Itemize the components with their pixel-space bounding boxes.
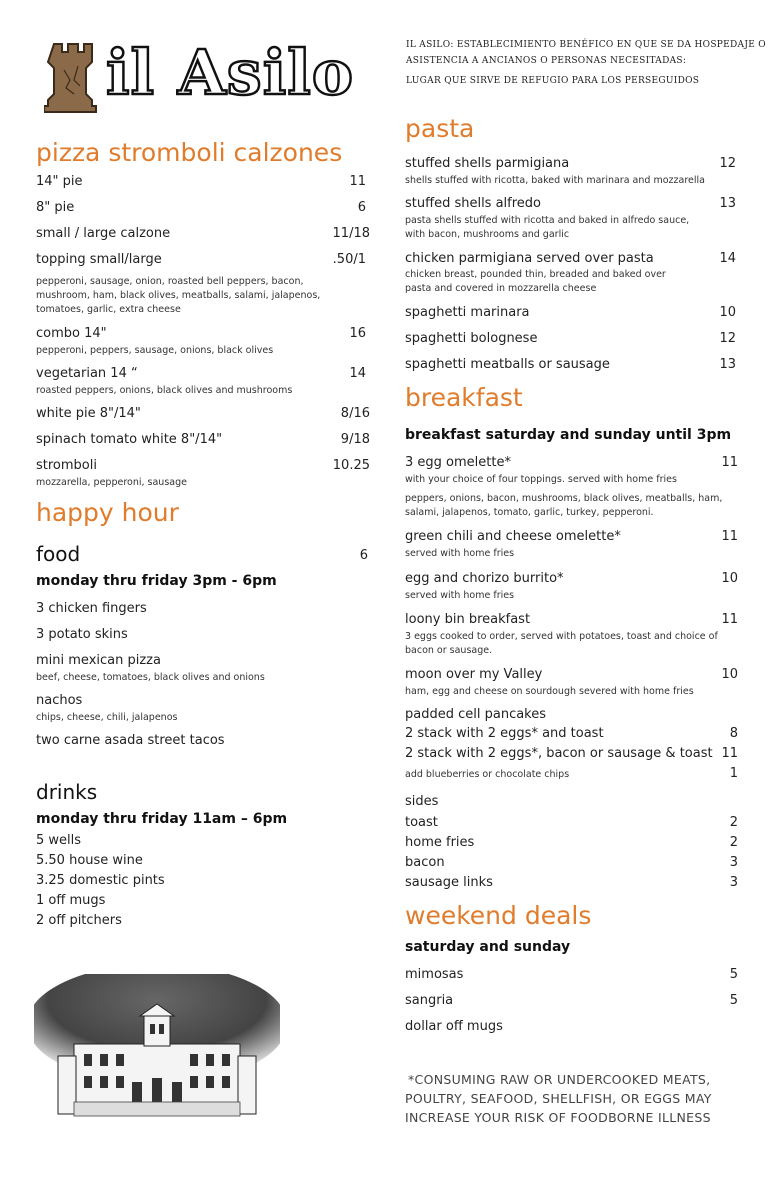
menu-item-price: 3 xyxy=(729,875,738,890)
menu-item-price: 11/18 xyxy=(332,226,370,241)
menu-item-price: 11 xyxy=(721,455,738,470)
food-days: monday thru friday 3pm - 6pm xyxy=(36,573,277,589)
menu-item-price: 12 xyxy=(719,156,736,171)
menu-item-name: bacon xyxy=(405,855,445,870)
menu-item-name: spaghetti bolognese xyxy=(405,331,538,346)
menu-item-name: sausage links xyxy=(405,875,493,890)
menu-item-name: home fries xyxy=(405,835,475,850)
menu-item-description: 3 eggs cooked to order, served with potatoes, toast and choice of bacon or sausage. xyxy=(405,631,718,656)
menu-item-description: pepperoni, sausage, onion, roasted bell peppers, bacon, mushroom, ham, black olives, meatballs, salami, jalapenos, tomatoes, garlic, extra cheese xyxy=(36,276,321,315)
breakfast-heading: breakfast xyxy=(405,383,523,412)
menu-item-description: shells stuffed with ricotta, baked with marinara and mozzarella xyxy=(405,175,705,186)
menu-item-name: spinach tomato white 8"/14" xyxy=(36,432,223,447)
chess-rook-icon xyxy=(44,40,102,116)
drinks-item: 5 wells xyxy=(36,833,82,848)
menu-item-name: 3 egg omelette* xyxy=(405,455,511,470)
menu-item-name: stuffed shells parmigiana xyxy=(405,156,570,171)
menu-item-price: 10.25 xyxy=(332,458,370,473)
drinks-item: 1 off mugs xyxy=(36,893,106,908)
menu-item-price: 8/16 xyxy=(340,406,370,421)
menu-item-price: 10 xyxy=(721,571,738,586)
definition-line: ASISTENCIA A ANCIANOS O PERSONAS NECESITADAS: xyxy=(406,56,687,66)
definition-line: LUGAR QUE SIRVE DE REFUGIO PARA LOS PERSEGUIDOS xyxy=(406,76,700,86)
menu-item-name: toast xyxy=(405,815,438,830)
happy-hour-heading: happy hour xyxy=(36,498,179,527)
brand-name: il Asilo xyxy=(106,36,355,109)
menu-item-name: 2 stack with 2 eggs*, bacon or sausage & toast xyxy=(405,746,713,761)
menu-item-name: stuffed shells alfredo xyxy=(405,196,542,211)
menu-item-name: spaghetti meatballs or sausage xyxy=(405,357,610,372)
menu-item-price: 14 xyxy=(349,366,366,381)
menu-item-price: 10 xyxy=(721,667,738,682)
menu-item-name: mimosas xyxy=(405,967,464,982)
menu-item-name: 8" pie xyxy=(36,200,75,215)
menu-item-name: vegetarian 14 “ xyxy=(36,366,138,381)
menu-item-name: moon over my Valley xyxy=(405,667,543,682)
drinks-title: drinks xyxy=(36,780,98,804)
food-title: food xyxy=(36,542,81,566)
drinks-days: monday thru friday 11am – 6pm xyxy=(36,811,288,827)
pasta-heading: pasta xyxy=(405,114,475,143)
menu-item-price: 16 xyxy=(349,326,366,341)
menu-item-price: 13 xyxy=(719,196,736,211)
definition-line: IL ASILO: ESTABLECIMIENTO BENÉFICO EN QUE SE DA HOSPEDAJE O xyxy=(406,40,766,50)
menu-item-description: served with home fries xyxy=(405,548,515,559)
drinks-item: 5.50 house wine xyxy=(36,853,143,868)
happy-hour-food-item: 3 potato skins xyxy=(36,627,128,642)
menu-item-name: egg and chorizo burrito* xyxy=(405,571,564,586)
menu-item-name: spaghetti marinara xyxy=(405,305,530,320)
happy-hour-food-item: mini mexican pizza xyxy=(36,653,161,668)
happy-hour-food-item: 3 chicken fingers xyxy=(36,601,147,616)
menu-item-price: 5 xyxy=(729,967,738,982)
breakfast-days: breakfast saturday and sunday until 3pm xyxy=(405,427,732,443)
menu-item-price: 12 xyxy=(719,331,736,346)
menu-item-price: 3 xyxy=(729,855,738,870)
menu-item-name: sangria xyxy=(405,993,454,1008)
menu-item-description: chicken breast, pounded thin, breaded and baked over pasta and covered in mozzarella cheese xyxy=(405,269,666,294)
sides-title: sides xyxy=(405,794,439,809)
menu-item-name: stromboli xyxy=(36,458,97,473)
menu-item-name: small / large calzone xyxy=(36,226,171,241)
menu-item-name: add blueberries or chocolate chips xyxy=(405,769,570,780)
menu-item-description: with your choice of four toppings. served with home fries xyxy=(405,474,677,485)
logo xyxy=(40,38,370,116)
weekend-heading: weekend deals xyxy=(405,901,592,930)
menu-item-price: 1 xyxy=(729,766,738,781)
menu-item-name: combo 14" xyxy=(36,326,107,341)
menu-item-price: 11 xyxy=(721,612,738,627)
disclaimer-line: *CONSUMING RAW OR UNDERCOOKED MEATS, xyxy=(408,1072,711,1087)
menu-item-price: 11 xyxy=(349,174,366,189)
pizza-heading: pizza stromboli calzones xyxy=(36,138,343,167)
menu-item-price: 2 xyxy=(729,835,738,850)
menu-item-price: 11 xyxy=(721,529,738,544)
menu-item-price: 9/18 xyxy=(340,432,370,447)
menu-item-name: dollar off mugs xyxy=(405,1019,503,1034)
menu-item-price: 8 xyxy=(729,726,738,741)
happy-hour-food-item: two carne asada street tacos xyxy=(36,733,225,748)
menu-item-description: beef, cheese, tomatoes, black olives and onions xyxy=(36,672,265,683)
happy-hour-food-item: nachos xyxy=(36,693,83,708)
menu-item-description: chips, cheese, chili, jalapenos xyxy=(36,712,178,723)
drinks-item: 2 off pitchers xyxy=(36,913,122,928)
menu-item-name: green chili and cheese omelette* xyxy=(405,529,621,544)
menu-item-name: 2 stack with 2 eggs* and toast xyxy=(405,726,604,741)
menu-item-description: pasta shells stuffed with ricotta and baked in alfredo sauce, with bacon, mushrooms and garlic xyxy=(405,215,690,240)
menu-item-price: 10 xyxy=(719,305,736,320)
menu-item-name: white pie 8"/14" xyxy=(36,406,141,421)
menu-item-price: .50/1 xyxy=(332,252,366,267)
menu-item-name: topping small/large xyxy=(36,252,162,267)
menu-item-name: chicken parmigiana served over pasta xyxy=(405,251,654,266)
weekend-days: saturday and sunday xyxy=(405,939,571,955)
menu-item-description: mozzarella, pepperoni, sausage xyxy=(36,477,187,488)
menu-item-name: loony bin breakfast xyxy=(405,612,531,627)
food-price: 6 xyxy=(359,548,368,563)
disclaimer-line: INCREASE YOUR RISK OF FOODBORNE ILLNESS xyxy=(405,1110,711,1125)
menu-item-price: 5 xyxy=(729,993,738,1008)
menu-item-price: 6 xyxy=(357,200,366,215)
menu-item-description: ham, egg and cheese on sourdough severed with home fries xyxy=(405,686,694,697)
pancakes-title: padded cell pancakes xyxy=(405,707,547,722)
menu-item-price: 13 xyxy=(719,357,736,372)
menu-item-price: 11 xyxy=(721,746,738,761)
menu-item-description: pepperoni, peppers, sausage, onions, black olives xyxy=(36,345,274,356)
menu-item-price: 2 xyxy=(729,815,738,830)
menu-item-description: peppers, onions, bacon, mushrooms, black olives, meatballs, ham, salami, jalapenos, tomato, garlic, turkey, pepperoni. xyxy=(405,493,723,518)
menu-item-description: roasted peppers, onions, black olives and mushrooms xyxy=(36,385,293,396)
menu-item-description: served with home fries xyxy=(405,590,515,601)
menu-item-name: 14" pie xyxy=(36,174,83,189)
asylum-building-illustration xyxy=(34,974,280,1124)
drinks-item: 3.25 domestic pints xyxy=(36,873,165,888)
menu-item-price: 14 xyxy=(719,251,736,266)
disclaimer-line: POULTRY, SEAFOOD, SHELLFISH, OR EGGS MAY xyxy=(405,1091,712,1106)
